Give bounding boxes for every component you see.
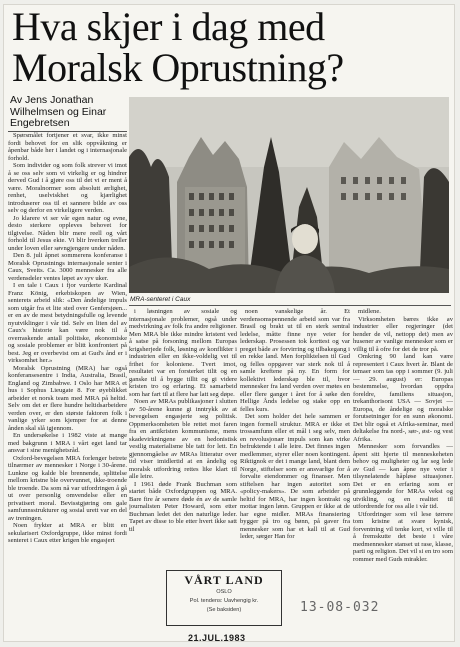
paragraph: i løsningen av sosiale og internasjonale problemer, også under medvirkning av folk fra andre religioner. Men MRA ble ikke mindre kristent ved å satse på forsoning mellom Europas krigsherjede folk, løsning av konflikter i industrien eller en ikke-voldelig vei til frihet for koloniene. Tvert imot, resultatet var en forsterket tilit og en ganske til å bygge tillit og gi videre kristen tro og erfaring. Et samarbeid som har fart til at flere har latt seg døpe. [129, 308, 237, 398]
stamp-tendency: Pol. tendens: Uavhengig kr. [189, 598, 259, 604]
byline-line-3: Engebretsen [10, 117, 70, 129]
paragraph: midlene. [358, 308, 381, 315]
article-column-3 [240, 308, 350, 566]
paragraph: Jo klarere vi ser vår egen natur og evne, desto sterkere oppleves behovet for tilgivelse. Nåden blir mere reell og vårt forhold til Jesus ekte. Vi blir hverken treller under loven eller søvngjengere under nåden. [8, 214, 127, 252]
stamp-city: OSLO [216, 589, 232, 595]
caux-center-photo [129, 97, 449, 293]
paragraph: Omkring 90 land kan være representert i Caux hvert år. Blant de temaer som tas opp i sommer (9. juli — 29. august) er: Europas bestemmelse, hvordan oppdra foreldre, familiens situasjon, trekanthorisont USA — Sovjet — Europa, de åndelige og moralske forutsetninger for en sunn økonomi. Det blir også et Afrika-seminar, med deltakelse fra nord-, sør-, øst- og vest Afrika. [353, 353, 453, 443]
article-column-2 [129, 308, 237, 564]
headline [12, 6, 452, 88]
paragraph: Den 8. juli åpnet sommerens konferanse i Moralsk Oprustnings internasjonale senter i Caux, Sveits. Ca. 3000 mennesker fra alle verdensdeler ventes løpet av syv uker. [8, 252, 127, 282]
date-stamp: 21.JUL.1983 [188, 633, 246, 643]
paragraph: Oxford-bevegelsen MRA forlenger betrete tilnærmer av mennesker i Norge i 30-årene. Lunkne og kalde ble brennende, splittelse mellom kristne ble overvunnet, ikke-troende ble troende. Da som nå var utfordringen å gå ut over personlig omvendelse eller en privatisert moral. Bevisstgjøring om gale samfunnsstrukturer og sosial urett var en del av treningen. [8, 454, 127, 522]
paragraph: I 1961 døde Frank Buchman som startet både Oxfordgruppen og MRA. Bare fire år senere døde én av de samle journalisten Peter Howard, som etter Buchman ledet det den naturlige leder. Tapet av disse to ble etter hvert ikke satt til [129, 480, 237, 533]
paragraph: Noen av MRAs publikasjoner i slutten av 50-årene kunne gi inntrykk av at bevegelsen engasjerte seg politisk. Oppmerksomheten ble rettet mot faren fra en antikristen kommunisme, mens skadevirkningene av en hedonistisk vestlig materialisme ble tatt for lett. En gjennomgåelse av MRAs litteratur over tid viser imidlertid at en åndelig og moralsk utfordring rettes like klart til alle leire. [129, 398, 237, 480]
paragraph: Virksomheten bæres ikke av industrier eller regjeringer (det hender de vil, nettopp det) men av husener av vanlige mennesker som er villig til å ofre for det de tror på. [353, 315, 453, 353]
stamp-note: (Se baksiden) [206, 607, 242, 613]
headline-line-1: Hva skjer i dag med [12, 4, 325, 49]
publication-stamp [166, 570, 282, 626]
paragraph: noen vanskelige år. Et verdensomspennende arbeid som var fra Brasil og brakt ut til en sterk sentral ledelse, måtte finne nye veier for lederskap. Prosessen tok korttest og var preget både av forvirring og tilbakegang i en rekke land. Men forpliktelsen til Gud og felles oppgaver var sterk nok til å samle kreftene på ny. En form for kollektivt lederskap ble til, hvor mennesker fra land verden over møtes en eller flere ganger i året for å søke den Hellige Ånds ledelse og stake opp en felles kurs. [240, 308, 350, 413]
vart-land-logo: VÅRT LAND [184, 573, 264, 587]
handwritten-archive-number: 13-08-032 [300, 600, 380, 615]
byline-line-1: Av Jens Jonathan [10, 94, 94, 106]
paragraph: Som individer og som folk strever vi imot å se oss selv som vi virkelig er og hindrer derved Gud i å gjøre oss til det vi er ment å være. Moralnormer som absolutt ærlighet, renhet, uselviskhet og kjærlighet introduserer oss til et sannere bilde av oss selv og derfor en virkeligere verden. [8, 162, 127, 214]
headline-line-2: Moralsk Oprustning? [12, 45, 344, 90]
paragraph: Utfordringer som vil lese tørrere tom kristne at svare kynisk, forventning vil tenke kort, vi ville til å fremskutte det beste i våre medmennesker stanset ut rase, klasse, parti og religion. Det vil si en tro som rommer med Guds mirakler. [353, 510, 453, 563]
paragraph: I en tale i Caux i fjor vurderte Kardinal Franz König, erkebiskopen av Wien, senterets arbeid slik: «Den åndelige impuls som utgår fra et lite sted over Genfersjøen... er en av de mest betydningsfulle og levende nyutviklinger i vår tid. Selv en liten del av Caux's historie kan være nok til å overraskende antall politiske, økonomiske og sosiale problemer er blitt konfrontert på best. Jeg er overbevist om at Gud's ånd er i virksomhet her.» [8, 282, 127, 364]
paragraph: Mennesker som forvandles — åpent sitt hjerte til menneskeheten behov og muligheter og lar seg lede av Gud — kan åpne nye veier i tilsynelatende håpløse situasjoner. Det er en erfaring som er grunnleggende for MRAs vekst og utvikling, og en realitet til utfordrende for oss alle i vår tid. [353, 443, 453, 510]
article-column-4 [353, 308, 453, 640]
paragraph: Noen frykter at MRA er blitt en sekularisert Oxfordgruppe, ikke minst fordi senteret i Caux etter krigen ble engasjert [8, 522, 127, 544]
paragraph: Spørsmålet fortjener et svar, ikke minst fordi behovet for en slik oppvåkning er åpenbar både her i landet og i internasjonale forhold. [8, 132, 127, 162]
byline [10, 95, 130, 130]
photo-caption: MRA-senteret i Caux [130, 296, 191, 303]
paragraph: En undersøkelse i 1982 viste at mange med bakgrunn i MRA i vårt eget land tar ansvar i sine menighetsråd. [8, 432, 127, 454]
caption-rule [129, 305, 451, 306]
article-column-1 [8, 132, 127, 638]
paragraph: Det som holder det hele sammen er ingen formell struktur. MRA er ikke et trossamfunn eller et mål i seg selv, men en revolusjonær impuls som kan virke befruktende i alle leire. Det finnes ingen medlemmer, styrer eller noen kontingent. Riktignok er det i mange land, blant dem Norge, stiftelser som er ansvarlige for å forvalte eiendommer og finanser. Men stiftelsen har ingen autoritet som «policy-makers». De som arbeider på heltid for MRA, har ingen kontrakt og mottar ingen lønn. Gruppen er ikke at de har egne midler. MRAs finansiering bygger på tro og bønn, på gaver fra mennesker som har et kall til at Gud leder, sørger Han for [240, 413, 350, 540]
byline-line-2: Wilhelmsen og Einar [10, 105, 107, 118]
paragraph: Moralsk Oprustning (MRA) har også konferansesentre i India, Australia, Brasil, England og Zimbabwe. I Oslo har MRA et hus i Sophus Lieugate 8. For øyeblikket arbeider et norsk team med MRA på heltid. Selv om det er flere hundre heltidsarbeidere verden over, er den største faktoren folk i vanlige yrker som kjemper for at denne ånden skal slå igjennom. [8, 364, 127, 432]
photo-illustration [129, 97, 449, 293]
